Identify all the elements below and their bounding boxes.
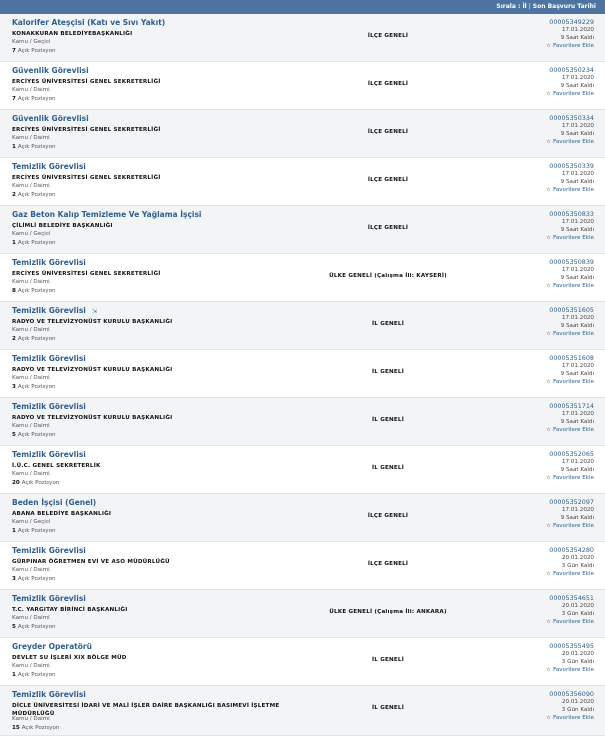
add-favorite-label[interactable]: Favorilere Ekle [553,475,594,481]
deadline-date: 20.01.2020 [561,555,594,561]
listing-id[interactable]: 00005350839 [549,258,594,266]
employer-name: RADYO VE TELEVİZYONÜST KURULU BAŞKANLIĞI [12,415,173,421]
add-favorite-label[interactable]: Favorilere Ekle [553,43,594,49]
job-title[interactable]: Güvenlik Görevlisi [12,114,89,123]
deadline-date: 17.01.2020 [561,171,594,177]
employment-type: Kamu / Daimi [12,279,50,285]
job-title[interactable]: Kalorifer Ateşçisi (Katı ve Sıvı Yakıt) [12,18,166,27]
add-favorite-button[interactable] [546,714,594,722]
time-left: 3 Gün Kaldı [561,611,594,617]
job-region: İL GENELİ [372,465,404,471]
job-region: İL GENELİ [372,369,404,375]
open-positions [12,672,56,678]
time-left: 9 Saat Kaldı [560,371,594,377]
job-title-link[interactable] [12,402,86,411]
job-title[interactable]: Temizlik Görevlisi [12,690,86,699]
add-favorite-button[interactable] [546,474,594,482]
job-title[interactable]: Temizlik Görevlisi [12,594,86,603]
listing-meta [546,594,594,626]
position-count: 3 [12,384,16,390]
open-positions [12,480,59,486]
employer-name: ABANA BELEDİYE BAŞKANLIĞI [12,511,112,517]
add-favorite-button[interactable] [546,378,594,386]
add-favorite-label[interactable]: Favorilere Ekle [553,379,594,385]
listing-meta [546,498,594,530]
listing-meta [546,546,594,578]
listing-meta [546,258,594,290]
deadline-date: 17.01.2020 [561,267,594,273]
listing-meta [546,162,594,194]
listing-meta [546,642,594,674]
deadline-date: 17.01.2020 [561,459,594,465]
listing-id[interactable]: 00005354651 [549,594,594,602]
open-positions [12,384,56,390]
position-label: Açık Pozisyon [17,624,56,630]
deadline-date: 17.01.2020 [561,507,594,513]
open-positions [12,725,59,731]
time-left: 9 Saat Kaldı [560,275,594,281]
employer-name: ERCİYES ÜNİVERSİTESİ GENEL SEKRETERLİĞİ [12,175,161,181]
job-title-link[interactable] [12,450,86,459]
job-title[interactable]: Temizlik Görevlisi [12,402,86,411]
table-row [0,62,605,110]
employer-name: ÇİLİMLİ BELEDİYE BAŞKANLIĞI [12,223,113,229]
position-label: Açık Pozisyon [17,528,56,534]
position-count: 7 [12,96,16,102]
listing-meta [546,402,594,434]
add-favorite-label[interactable]: Favorilere Ekle [553,619,594,625]
deadline-date: 17.01.2020 [561,315,594,321]
star-outline-icon[interactable]: ☆ [546,427,552,433]
add-favorite-button[interactable] [546,282,594,290]
time-left: 9 Saat Kaldı [560,227,594,233]
employment-type: Kamu / Daimi [12,327,50,333]
position-label: Açık Pozisyon [17,96,56,102]
star-outline-icon[interactable]: ☆ [546,235,552,241]
employment-type: Kamu / Daimi [12,567,50,573]
employer-name: ERCİYES ÜNİVERSİTESİ GENEL SEKRETERLİĞİ [12,127,161,133]
listing-id[interactable]: 00005354280 [549,546,594,554]
star-outline-icon[interactable]: ☆ [546,139,552,145]
position-label: Açık Pozisyon [17,288,56,294]
job-title[interactable]: Temizlik Görevlisi [12,162,86,171]
position-label: Açık Pozisyon [17,336,56,342]
employer-name: GÜRPINAR ÖĞRETMEN EVİ VE ASO MÜDÜRLÜĞÜ [12,559,170,565]
job-title-link[interactable] [12,354,86,363]
employer-name: ERCİYES ÜNİVERSİTESİ GENEL SEKRETERLİĞİ [12,79,161,85]
table-row [0,110,605,158]
employer-name: İ.Ü.C. GENEL SEKRETERLİK [12,463,101,469]
time-left: 9 Saat Kaldı [560,515,594,521]
position-label: Açık Pozisyon [17,240,56,246]
job-region: İLÇE GENELİ [367,225,409,231]
listing-meta [546,690,594,722]
listing-meta [546,306,594,338]
job-region: İL GENELİ [372,657,404,663]
position-label: Açık Pozisyon [17,144,56,150]
deadline-date: 17.01.2020 [561,123,594,129]
open-positions [12,528,56,534]
position-label: Açık Pozisyon [17,432,56,438]
table-row [0,542,605,590]
listing-id[interactable]: 00005350339 [549,162,594,170]
job-title-link[interactable] [12,690,86,699]
position-count: 2 [12,192,16,198]
open-positions [12,432,56,438]
listing-meta [546,18,594,50]
job-title-link[interactable] [12,594,86,603]
position-label: Açık Pozisyon [17,384,56,390]
listing-meta [546,210,594,242]
time-left: 3 Gün Kaldı [561,563,594,569]
listing-meta [546,66,594,98]
job-title[interactable]: Güvenlik Görevlisi [12,66,89,75]
deadline-date: 17.01.2020 [561,27,594,33]
add-favorite-button[interactable] [546,90,594,98]
job-region: İLÇE GENELİ [367,177,409,183]
add-favorite-label[interactable]: Favorilere Ekle [553,715,594,721]
open-positions [12,240,56,246]
job-title[interactable]: Greyder Operatörü [12,642,92,651]
employment-type: Kamu / Daimi [12,375,50,381]
job-listings [0,14,605,736]
job-title[interactable]: Gaz Beton Kalıp Temizleme Ve Yağlama İşçisi [12,210,202,219]
job-title-link[interactable] [12,498,96,507]
listing-id[interactable]: 00005350833 [549,210,594,218]
deadline-date: 17.01.2020 [561,75,594,81]
employment-type: Kamu / Geçici [12,231,51,237]
job-region: İLÇE GENELİ [367,33,409,39]
job-title-link[interactable] [12,546,86,555]
employment-type: Kamu / Daimi [12,716,50,722]
time-left: 9 Saat Kaldı [560,83,594,89]
table-row [0,398,605,446]
add-favorite-button[interactable] [546,186,594,194]
add-favorite-label[interactable]: Favorilere Ekle [553,283,594,289]
job-region: İL GENELİ [372,417,404,423]
add-favorite-label[interactable]: Favorilere Ekle [553,139,594,145]
job-title-link[interactable] [12,114,89,123]
position-label: Açık Pozisyon [17,48,56,54]
add-favorite-button[interactable] [546,138,594,146]
job-region: İL GENELİ [372,705,404,711]
open-positions [12,96,56,102]
table-row [0,638,605,686]
add-favorite-button[interactable] [546,426,594,434]
employer-name: DİCLE ÜNİVERSİTESİ İDARİ VE MALİ İŞLER DAİRE BAŞKANLIĞI BASIMEVİ İŞLETME MÜDÜRLÜĞÜ [12,703,280,717]
open-positions [12,144,56,150]
time-left: 9 Saat Kaldı [560,35,594,41]
listing-id[interactable]: 00005352097 [549,498,594,506]
deadline-date: 20.01.2020 [561,699,594,705]
job-title-link[interactable] [12,642,92,651]
sort-by-deadline[interactable]: Son Başvuru Tarihi [532,3,596,10]
star-outline-icon[interactable]: ☆ [546,379,552,385]
employment-type: Kamu / Daimi [12,183,50,189]
job-region: ÜLKE GENELİ (Çalışma İli: ANKARA) [329,609,447,615]
open-positions [12,192,56,198]
star-outline-icon[interactable]: ☆ [546,571,552,577]
job-title-link[interactable] [12,18,165,27]
deadline-date: 17.01.2020 [561,363,594,369]
position-count: 5 [12,624,16,630]
time-left: 3 Gün Kaldı [561,659,594,665]
listing-meta [546,354,594,386]
employer-name: ERCİYES ÜNİVERSİTESİ GENEL SEKRETERLİĞİ [12,271,161,277]
job-region: İLÇE GENELİ [367,561,409,567]
job-title-link[interactable] [12,306,97,315]
listing-id[interactable]: 00005352065 [549,450,594,458]
add-favorite-label[interactable]: Favorilere Ekle [553,427,594,433]
position-count: 1 [12,144,16,150]
add-favorite-button[interactable] [546,330,594,338]
star-outline-icon[interactable]: ☆ [546,283,552,289]
position-label: Açık Pozisyon [17,192,56,198]
star-outline-icon[interactable]: ☆ [546,667,552,673]
employer-name: KONAKKURAN BELEDİYEBAŞKANLIĞI [12,31,133,37]
add-favorite-button[interactable] [546,666,594,674]
star-outline-icon[interactable]: ☆ [546,619,552,625]
table-row [0,686,605,736]
employer-name: T.C. YARGITAY BİRİNCİ BAŞKANLIĞI [12,607,128,613]
position-count: 15 [12,725,20,731]
job-title[interactable]: Beden İşçisi (Genel) [12,498,97,507]
position-count: 1 [12,528,16,534]
time-left: 9 Saat Kaldı [560,179,594,185]
add-favorite-label[interactable]: Favorilere Ekle [553,523,594,529]
add-favorite-label[interactable]: Favorilere Ekle [553,91,594,97]
employment-type: Kamu / Daimi [12,87,50,93]
table-row [0,446,605,494]
job-title-link[interactable] [12,162,86,171]
time-left: 3 Gün Kaldı [561,707,594,713]
position-count: 1 [12,672,16,678]
open-positions [12,624,56,630]
star-outline-icon[interactable]: ☆ [546,187,552,193]
add-favorite-label[interactable]: Favorilere Ekle [553,571,594,577]
star-outline-icon[interactable]: ☆ [546,91,552,97]
time-left: 9 Saat Kaldı [560,131,594,137]
open-positions [12,48,56,54]
listing-id[interactable]: 00005355495 [549,642,594,650]
position-label: Açık Pozisyon [21,725,60,731]
listing-id[interactable]: 00005350234 [549,66,594,74]
table-row [0,302,605,350]
job-title-link[interactable] [12,210,202,219]
list-header: Sırala : İl | Son Başvuru Tarihi [0,0,605,14]
listing-id[interactable]: 00005351605 [549,306,594,314]
table-row [0,206,605,254]
add-favorite-button[interactable] [546,618,594,626]
deadline-date: 20.01.2020 [561,603,594,609]
listing-meta [546,114,594,146]
employment-type: Kamu / Daimi [12,615,50,621]
job-region: İLÇE GENELİ [367,129,409,135]
star-outline-icon[interactable]: ☆ [546,331,552,337]
listing-id[interactable]: 00005351608 [549,354,594,362]
time-left: 9 Saat Kaldı [560,467,594,473]
star-outline-icon[interactable]: ☆ [546,43,552,49]
job-title[interactable]: Temizlik Görevlisi [12,354,86,363]
employment-type: Kamu / Daimi [12,135,50,141]
listing-meta [546,450,594,482]
employment-type: Kamu / Geçici [12,519,51,525]
add-favorite-button[interactable] [546,522,594,530]
add-favorite-label[interactable]: Favorilere Ekle [553,667,594,673]
position-label: Açık Pozisyon [21,480,60,486]
position-count: 8 [12,288,16,294]
employment-type: Kamu / Daimi [12,663,50,669]
position-count: 7 [12,48,16,54]
star-outline-icon[interactable]: ☆ [546,715,552,721]
job-region: ÜLKE GENELİ (Çalışma İli: KAYSERİ) [329,273,447,279]
position-count: 5 [12,432,16,438]
time-left: 9 Saat Kaldı [560,419,594,425]
add-favorite-label[interactable]: Favorilere Ekle [553,331,594,337]
listing-id[interactable]: 00005349229 [549,18,594,26]
employment-type: Kamu / Daimi [12,423,50,429]
job-region: İLÇE GENELİ [367,81,409,87]
deadline-date: 17.01.2020 [561,219,594,225]
job-title[interactable]: Temizlik Görevlisi [12,450,86,459]
job-region: İL GENELİ [372,321,404,327]
table-row [0,590,605,638]
add-favorite-button[interactable] [546,570,594,578]
employment-type: Kamu / Geçici [12,39,51,45]
add-favorite-label[interactable]: Favorilere Ekle [553,235,594,241]
employer-name: RADYO VE TELEVİZYONÜST KURULU BAŞKANLIĞI [12,319,173,325]
job-region: İLÇE GENELİ [367,513,409,519]
external-link-icon[interactable]: ⇲ [91,308,97,315]
table-row [0,350,605,398]
star-outline-icon[interactable]: ☆ [546,523,552,529]
position-count: 1 [12,240,16,246]
job-title-link[interactable] [12,66,89,75]
sort-label: Sırala : [496,3,521,10]
open-positions [12,336,56,342]
add-favorite-button[interactable] [546,42,594,50]
open-positions [12,288,56,294]
star-outline-icon[interactable]: ☆ [546,475,552,481]
table-row [0,254,605,302]
table-row [0,158,605,206]
employer-name: RADYO VE TELEVİZYONÜST KURULU BAŞKANLIĞI [12,367,173,373]
deadline-date: 20.01.2020 [561,651,594,657]
listing-id[interactable]: 00005356090 [549,690,594,698]
table-row [0,14,605,62]
table-row [0,494,605,542]
add-favorite-label[interactable]: Favorilere Ekle [553,187,594,193]
position-label: Açık Pozisyon [17,576,56,582]
sort-by-city[interactable]: İl [522,3,527,10]
employer-name: DEVLET SU İŞLERİ XIX BÖLGE MÜD [12,655,127,661]
open-positions [12,576,56,582]
employment-type: Kamu / Daimi [12,471,50,477]
job-title-link[interactable] [12,258,86,267]
job-title[interactable]: Temizlik Görevlisi [12,546,86,555]
position-label: Açık Pozisyon [17,672,56,678]
listing-id[interactable]: 00005351714 [549,402,594,410]
add-favorite-button[interactable] [546,234,594,242]
listing-id[interactable]: 00005350334 [549,114,594,122]
position-count: 3 [12,576,16,582]
job-title[interactable]: Temizlik Görevlisi [12,258,86,267]
position-count: 20 [12,480,20,486]
deadline-date: 17.01.2020 [561,411,594,417]
position-count: 2 [12,336,16,342]
job-title[interactable]: Temizlik Görevlisi [12,306,86,315]
time-left: 9 Saat Kaldı [560,323,594,329]
